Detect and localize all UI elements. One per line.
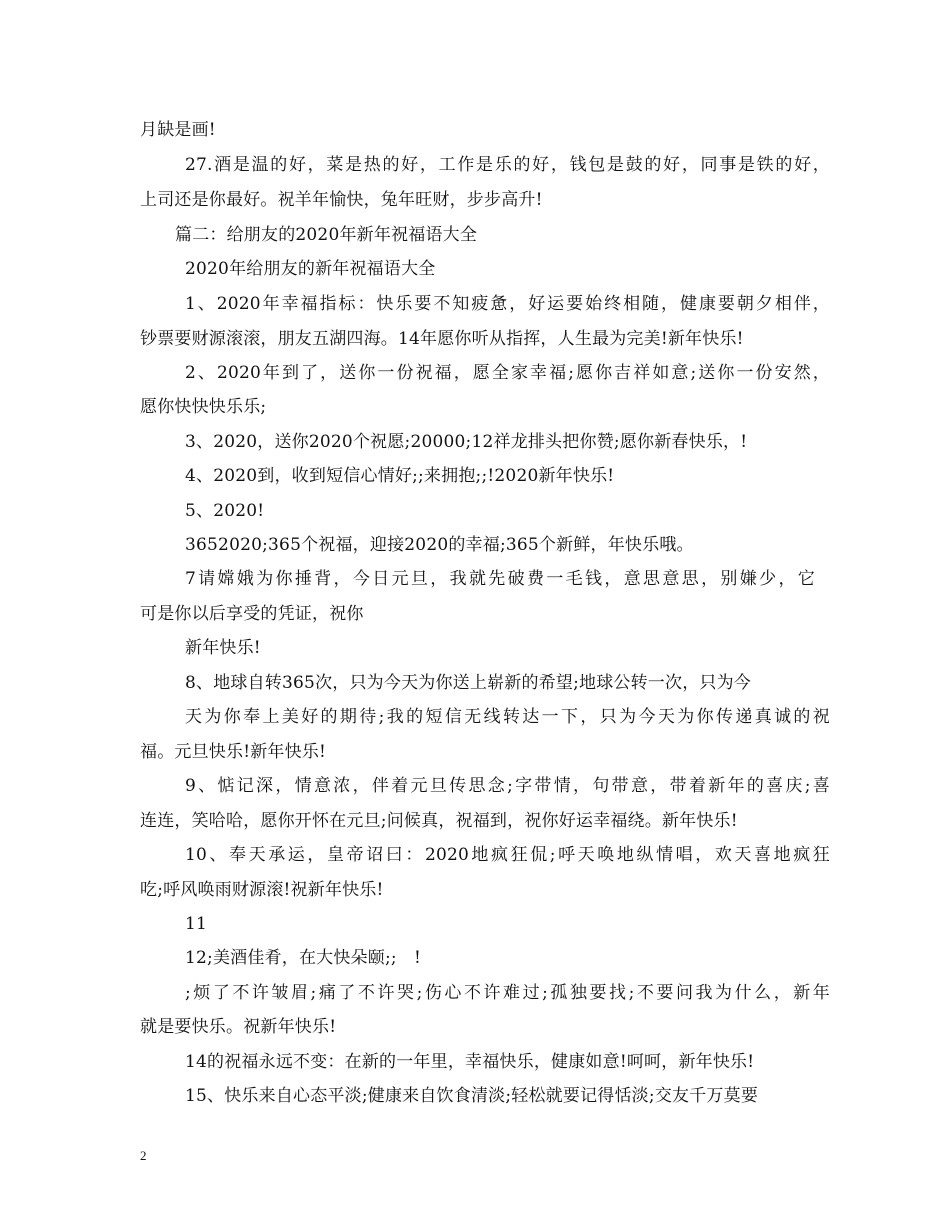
text-line: 连连，笑哈哈，愿你开怀在元旦;问候真，祝福到，祝你好运幸福绕。新年快乐! [140,811,738,831]
text-line: 3652020;365个祝福，迎接2020的幸福;365个新鲜，年快乐哦。 [185,535,694,555]
text-line: 2、2020年到了，送你一份祝福，愿全家幸福;愿你吉祥如意;送你一份安然， [185,363,830,383]
text-line: 1、2020年幸福指标：快乐要不知疲惫，好运要始终相随，健康要朝夕相伴， [185,294,830,314]
text-line: 15、快乐来自心态平淡;健康来自饮食清淡;轻松就要记得恬淡;交友千万莫要 [185,1086,759,1106]
subheading: 2020年给朋友的新年祝福语大全 [185,259,436,279]
text-line: 5、2020! [185,501,265,521]
text-line: 9、惦记深，情意浓，伴着元旦传思念;字带情，句带意，带着新年的喜庆;喜 [185,776,830,796]
text-line: 14的祝福永远不变：在新的一年里，幸福快乐，健康如意!呵呵，新年快乐! [185,1052,755,1072]
text-line: 就是要快乐。祝新年快乐! [140,1017,337,1037]
text-line: 7请嫦娥为你捶背，今日元旦，我就先破费一毛钱，意思意思，别嫌少，它 [185,569,815,589]
text-line: 天为你奉上美好的期待;我的短信无线转达一下，只为今天为你传递真诚的祝 [185,707,830,727]
text-line: 10、奉天承运，皇帝诏曰：2020地疯狂侃;呼天唤地纵情唱，欢天喜地疯狂 [185,845,830,865]
text-line: 12;美酒佳肴，在大快朵颐;; ! [185,948,422,968]
text-line: 11 [185,914,208,934]
text-line: 月缺是画! [140,120,216,140]
text-line: 8、地球自转365次，只为今天为你送上崭新的希望;地球公转一次，只为今 [185,673,751,693]
text-line: 上司还是你最好。祝羊年愉快，兔年旺财，步步高升! [140,190,543,210]
text-line: 27.酒是温的好，菜是热的好，工作是乐的好，钱包是鼓的好，同事是铁的好， [185,155,830,175]
text-line: 新年快乐! [185,638,261,658]
text-line: 可是你以后享受的凭证，祝你 [140,604,364,624]
text-line: 福。元旦快乐!新年快乐! [140,742,327,762]
text-line: ;烦了不许皱眉;痛了不许哭;伤心不许难过;孤独要找;不要问我为什么，新年 [185,983,830,1003]
text-line: 3、2020，送你2020个祝愿;20000;12祥龙排头把你赞;愿你新春快乐，! [185,432,748,452]
section-heading: 篇二：给朋友的2020年新年祝福语大全 [175,225,478,245]
text-line: 吃;呼风唤雨财源滚!祝新年快乐! [140,880,384,900]
text-line: 愿你快快快乐乐; [140,397,267,417]
text-line: 钞票要财源滚滚，朋友五湖四海。14年愿你听从指挥，人生最为完美!新年快乐! [140,329,744,349]
text-line: 4、2020到，收到短信心情好;;来拥抱;;!2020新年快乐! [185,466,615,486]
page-number: 2 [140,1148,147,1163]
